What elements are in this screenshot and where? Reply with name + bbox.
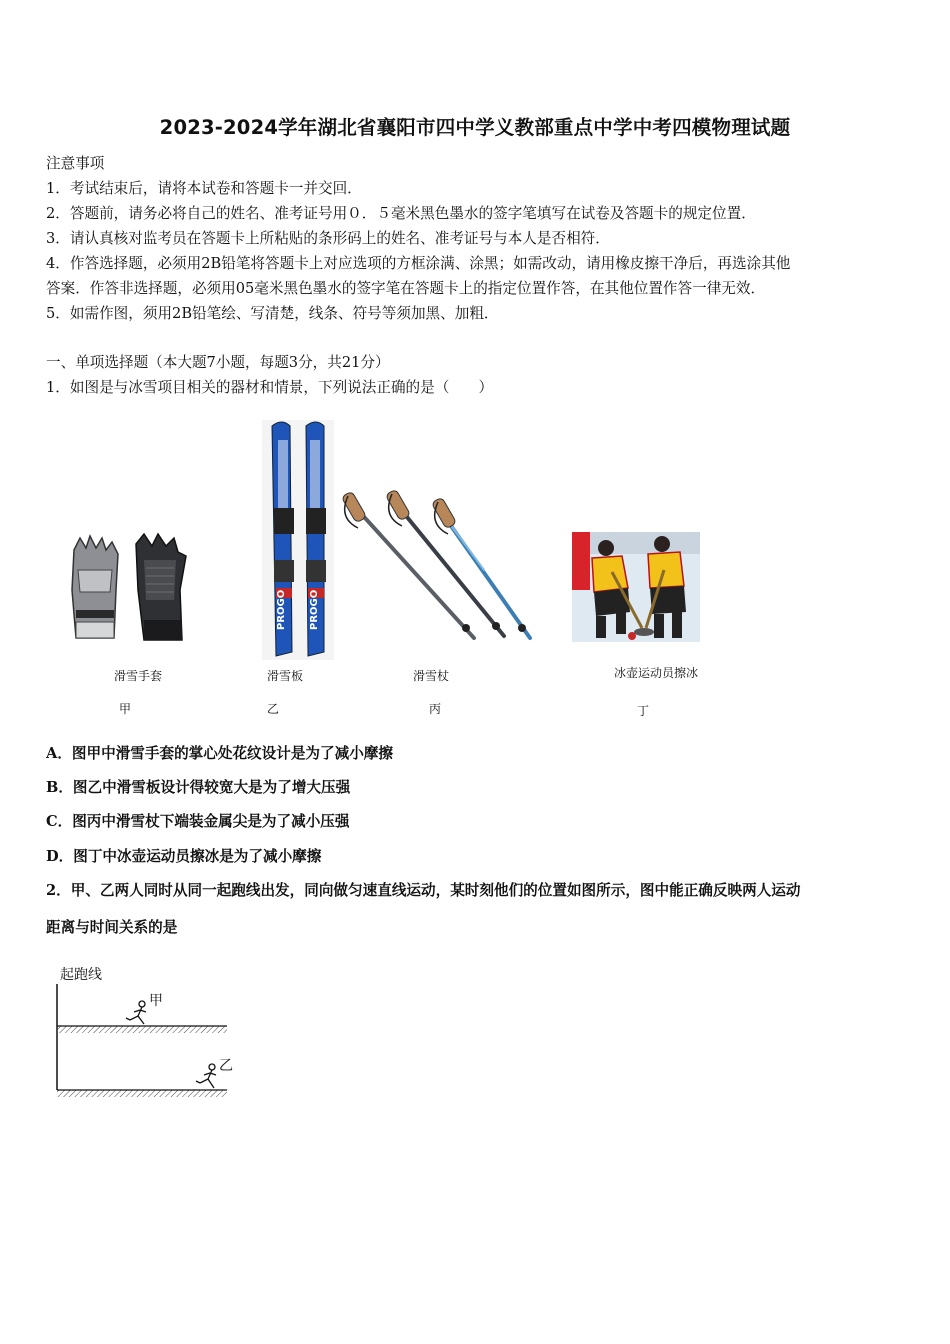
- ski-label-right: PROGO: [309, 589, 320, 630]
- figure-caption-gloves: 滑雪手套: [113, 669, 162, 683]
- runner-a-label: 甲: [149, 993, 163, 1009]
- question-1-option-b: B．图乙中滑雪板设计得较宽大是为了增大压强: [46, 779, 351, 796]
- notice-item-4: 4．作答选择题，必须用2B铅笔将答题卡上对应选项的方框涂满、涂黑；如需改动，请用橡皮擦干净后，再选涂其他: [46, 255, 791, 272]
- runner-b-label: 乙: [219, 1058, 233, 1074]
- question-1-option-d: D．图丁中冰壶运动员擦冰是为了减小摩擦: [46, 848, 322, 865]
- notice-item-1: 1．考试结束后，请将本试卷和答题卡一并交回．: [46, 180, 362, 197]
- notice-item-5: 5．如需作图，须用2B铅笔绘、写清楚，线条、符号等须加黑、加粗．: [46, 305, 499, 322]
- figure-caption-poles: 滑雪杖: [412, 669, 449, 683]
- question-2-stem-line-1: 2．甲、乙两人同时从同一起跑线出发，同向做匀速直线运动，某时刻他们的位置如图所示，图中能正确反映两人运动: [46, 882, 801, 899]
- figure-caption-skis: 滑雪板: [266, 669, 303, 683]
- question-1-stem: 1．如图是与冰雪项目相关的器材和情景，下列说法正确的是（ ）: [46, 379, 494, 396]
- page-title: 2023-2024学年湖北省襄阳市四中学义教部重点中学中考四模物理试题: [159, 116, 791, 139]
- notice-heading: 注意事项: [46, 155, 105, 172]
- notice-item-4-cont: 答案．作答非选择题，必须用05毫米黑色墨水的签字笔在答题卡上的指定位置作答，在其他位置作答一律无效．: [46, 280, 766, 297]
- start-line-label: 起跑线: [60, 967, 102, 983]
- runner-b-icon: [196, 1064, 216, 1088]
- figure-tag-bing: 丙: [428, 702, 441, 716]
- question-2-stem-line-2: 距离与时间关系的是: [46, 919, 178, 936]
- figure-caption-curling: 冰壶运动员擦冰: [613, 666, 698, 680]
- figure-tag-yi: 乙: [266, 702, 279, 716]
- figure-tag-ding: 丁: [636, 704, 649, 718]
- notice-item-3: 3．请认真核对监考员在答题卡上所粘贴的条形码上的姓名、准考证号与本人是否相符．: [46, 230, 610, 247]
- ski-label-left: PROGO: [276, 589, 287, 630]
- figure-tag-jia: 甲: [118, 702, 131, 716]
- notice-item-2: 2．答题前，请务必将自己的姓名、准考证号用０．５毫米黑色墨水的签字笔填写在试卷及答题卡的规定位置．: [46, 205, 756, 222]
- question-1-option-a: A．图甲中滑雪手套的掌心处花纹设计是为了减小摩擦: [46, 745, 393, 762]
- section-heading: 一、单项选择题（本大题7小题，每题3分，共21分）: [46, 354, 390, 371]
- ski-gloves-image: [64, 530, 194, 645]
- runner-a-icon: [126, 1001, 146, 1024]
- skis-image: [262, 420, 334, 660]
- curling-sweepers-image: [572, 532, 700, 642]
- question-1-option-c: C．图丙中滑雪杖下端装金属尖是为了减小压强: [46, 813, 350, 830]
- race-track-diagram: [50, 980, 240, 1102]
- ski-poles-image: [344, 488, 536, 648]
